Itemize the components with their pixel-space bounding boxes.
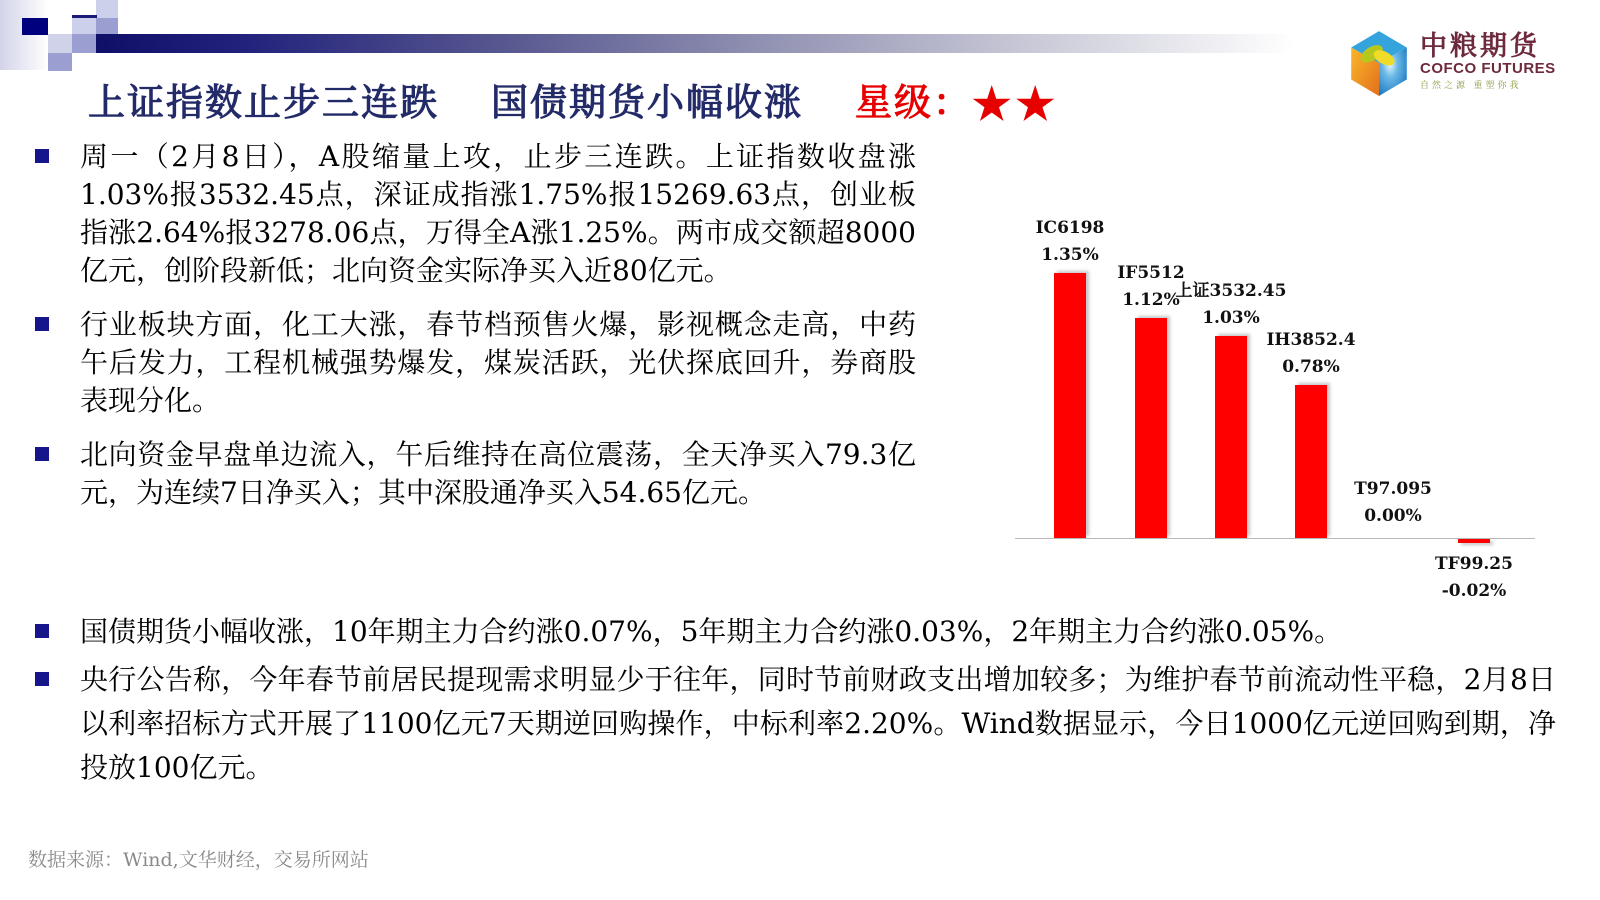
title-part2: 国债期货小幅收涨 (491, 82, 803, 123)
logo-text-block (1420, 24, 1556, 91)
deco-left-gradient-strip (0, 0, 48, 70)
bullet-square-icon (35, 317, 49, 331)
bullet-square-icon (35, 447, 49, 461)
star-rating-label: 星级： (855, 82, 972, 123)
deco-purple-square-a (96, 18, 118, 34)
page-title (88, 80, 1059, 128)
bullet-list-left (28, 138, 916, 528)
source-note: 数据来源：Wind,文华财经，交易所网站 (28, 849, 369, 871)
bullet-item (28, 658, 1556, 790)
chart-category-label: T97.095 (1354, 479, 1432, 499)
chart-value-label: 1.12% (1122, 290, 1180, 311)
deco-lavender-square-top (96, 0, 118, 18)
bullet-item (28, 138, 916, 290)
deco-lavender-square-b (48, 34, 72, 53)
bullet-text: 行业板块方面，化工大涨，春节档预售火爆，影视概念走高，中药午后发力，工程机械强势爆发，煤炭活跃，光伏探底回升，券商股表现分化。 (80, 308, 916, 417)
logo-name-cn: 中粮期货 (1420, 31, 1540, 61)
chart-value-label: -0.02% (1441, 581, 1507, 601)
chart-bar (1135, 318, 1167, 538)
chart-label-group (1223, 327, 1399, 381)
bullet-text: 国债期货小幅收涨，10年期主力合约涨0.07%，5年期主力合约涨0.03%，2年期主力合约涨0.05%。 (80, 615, 1343, 648)
chart-category-label: IC6198 (1035, 218, 1105, 239)
chart-value-label: 1.35% (1041, 245, 1099, 266)
bullet-list-bottom (28, 610, 1556, 794)
chart (1000, 195, 1580, 615)
logo-name-en: COFCO FUTURES (1420, 60, 1556, 77)
chart-bar (1458, 539, 1490, 543)
chart-category-label: IF5512 (1117, 263, 1185, 284)
chart-category-label: TF99.25 (1435, 554, 1513, 574)
deco-light-square (72, 18, 96, 34)
chart-value-label: 0.00% (1364, 506, 1422, 526)
chart-category-label: IH3852.4 (1266, 330, 1356, 351)
deco-navy-square (22, 18, 48, 35)
chart-label-group (1143, 278, 1319, 332)
star-rating-stars: ★★ (972, 80, 1059, 129)
deco-purple-square-c (48, 53, 72, 71)
bullet-item (28, 610, 1556, 654)
chart-value-label: 0.78% (1282, 357, 1340, 378)
chart-category-label: 上证3532.45 (1175, 281, 1287, 302)
chart-value-label: 1.03% (1202, 308, 1260, 329)
bullet-item (28, 436, 916, 512)
bullet-square-icon (35, 624, 49, 638)
logo-slogan: 自然之源 重塑你我 (1420, 80, 1522, 90)
deco-purple-square-b (72, 34, 96, 53)
logo (1346, 24, 1576, 100)
chart-label-group (1386, 551, 1562, 605)
bullet-text: 央行公告称，今年春节前居民提现需求明显少于往年，同时节前财政支出增加较多；为维护春节前流动性平稳，2月8日以利率招标方式开展了1100亿元7天期逆回购操作，中标利率2.20%。Wind数据显示，今日1000亿元逆回购到期，净投放100亿元。 (80, 663, 1556, 784)
bullet-text: 周一（2月8日），A股缩量上攻，止步三连跌。上证指数收盘涨1.03%报3532.45点，深证成指涨1.75%报15269.63点，创业板指涨2.64%报3278.06点，万得全A涨1.25%。两市成交额超8000亿元，创阶段新低；北向资金实际净买入近80亿元。 (80, 140, 916, 287)
chart-label-group (1305, 476, 1481, 530)
title-part1: 上证指数止步三连跌 (88, 82, 439, 123)
bullet-square-icon (35, 149, 49, 163)
bullet-square-icon (35, 672, 49, 686)
bullet-item (28, 306, 916, 420)
bullet-text: 北向资金早盘单边流入，午后维持在高位震荡，全天净买入79.3亿元，为连续7日净买入；其中深股通净买入54.65亿元。 (80, 438, 916, 509)
deco-top-gradient-bar (96, 34, 1332, 53)
logo-cube-icon (1346, 28, 1412, 98)
chart-axis-line (1015, 538, 1535, 539)
